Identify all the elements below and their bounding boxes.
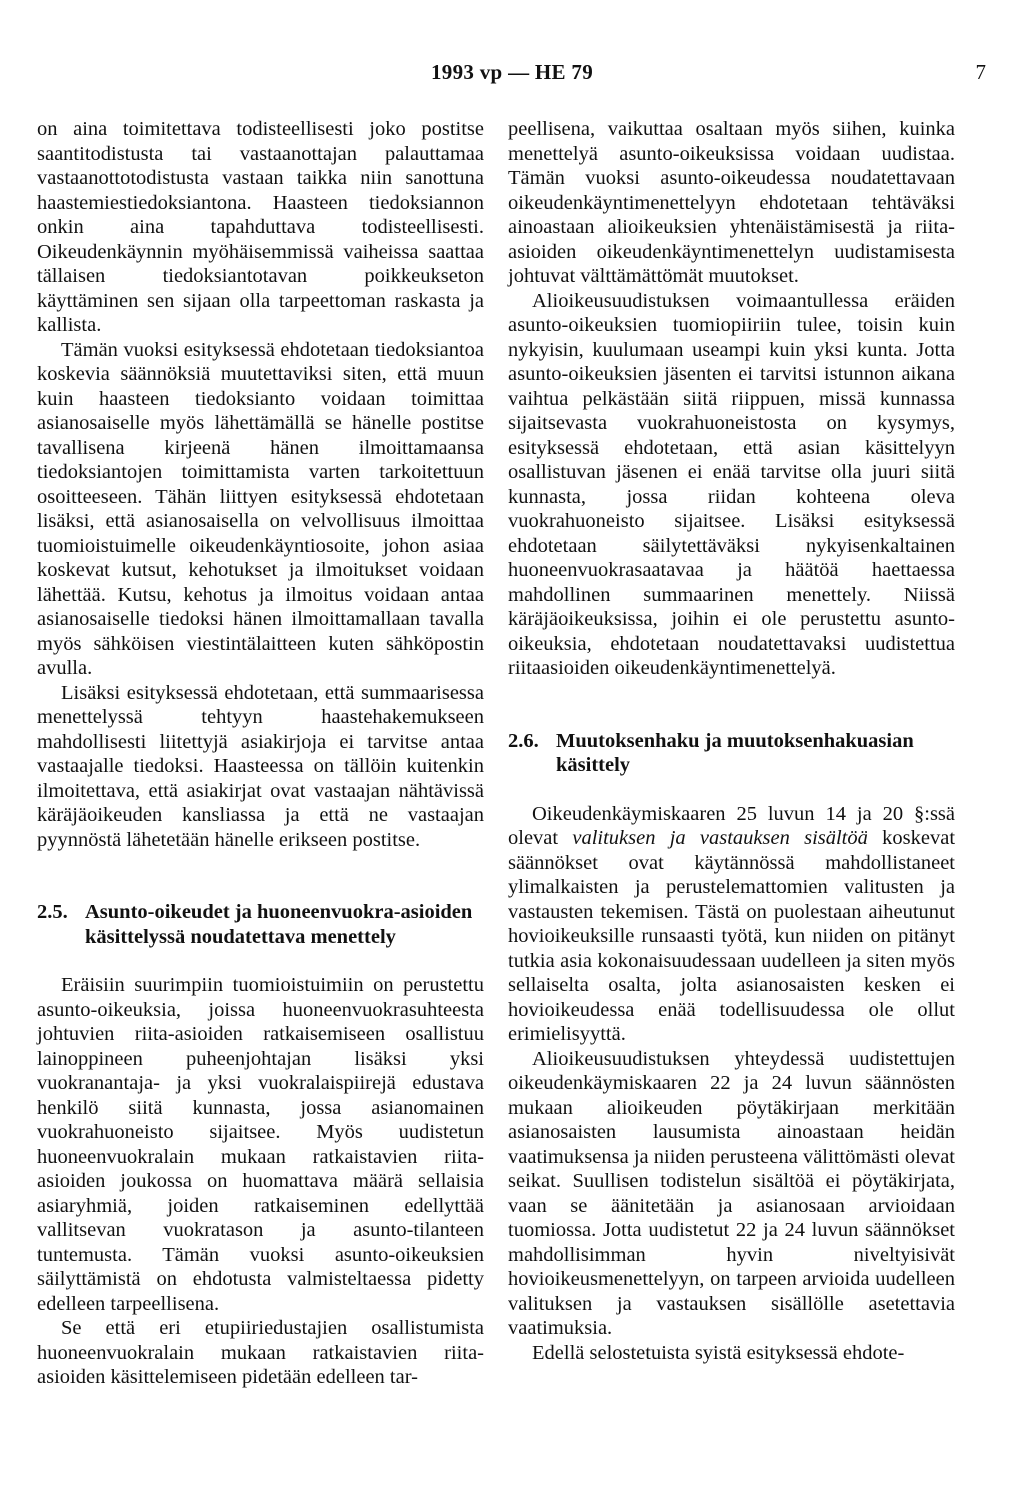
- paragraph: on aina toimitettava todisteellisesti joko postitse saantitodistusta tai vastaanottajan palauttamaa vastaanottotodistusta vastaan taikka niin sanottuna haastemiestiedoksiantona. Haasteen tiedoksiannon onkin aina tapahduttava todisteellisesti. Oikeudenkäynnin myöhäisemmissä vaiheissa saattaa tällaisen tiedoksiantotavan poikkeukseton käyttäminen sen sijaan olla tarpeettoman raskasta ja kallista.: [37, 118, 484, 336]
- left-column: [37, 117, 484, 1390]
- section-number: 2.5.: [37, 901, 68, 923]
- paragraph: peellisena, vaikuttaa osaltaan myös siihen, kuinka menettelyä asunto-oikeuksissa voidaan uudistaa. Tämän vuoksi asunto-oikeudessa noudatettavaan oikeudenkäyntimenettelyyn ehdotetaan tehtäväksi ainoastaan alioikeuksien yhtenäistämisestä ja riita-asioiden oikeudenkäyntimenettelyn uudistamisesta johtuvat välttämättömät muutokset.: [508, 118, 955, 287]
- paragraph: Tämän vuoksi esityksessä ehdotetaan tiedoksiantoa koskevia säännöksiä muutettaviksi siten, että muun kuin haasteen tiedoksianto voidaan toimittaa asianosaiselle myös lähettämällä se hänelle postitse tavallisena kirjeenä hänen ilmoittamaansa tiedoksiantojen toimittamista varten tarkoitettuun osoitteeseen. Tähän liittyen esityksessä ehdotetaan lisäksi, että asianosaisella on velvollisuus ilmoittaa tuomioistuimelle oikeudenkäyntiosoite, johon asiaa koskevat kutsut, kehotukset ja ilmoitukset voidaan lähettää. Kutsu, kehotus ja ilmoitus voidaan antaa asianosaiselle tiedoksi hänen ilmoittamallaan tavalla myös sähköisen viestintälaitteen kuten sähköpostin avulla.: [37, 338, 484, 679]
- section-title: Muutoksenhaku ja muutoksenhakuasian käsittely: [556, 729, 914, 776]
- text-run: koskevat säännökset ovat käytännössä mahdollistaneet ylimalkaisten ja perustelemattomien valitusten ja vastausten tekemisen. Tästä on puolestaan aiheutunut hovioikeuksille runsaasti työtä, kun niiden on pitänyt tutkia asia kokonaisuudessaan uudelleen ja siten myös sellaiselta osalta, jolta asianosaisten kesken ei hovioikeudessa enää todellisuudessa ole ollut erimielisyyttä.: [508, 827, 956, 1045]
- right-column: [508, 117, 955, 1365]
- paragraph: Se että eri etupiiriedustajien osallistumista huoneenvuokralain mukaan ratkaistavien riita-asioiden käsittelemiseen pidetään edelleen tar-: [37, 1317, 484, 1388]
- section-heading-2-6: [508, 729, 955, 778]
- spacer: [37, 949, 484, 973]
- section-heading-2-5: [37, 900, 484, 949]
- section-title: Asunto-oikeudet ja huoneenvuokra-asioiden käsittelyssä noudatettava menettely: [85, 901, 473, 948]
- spacer: [508, 778, 955, 802]
- page-number: 7: [975, 60, 986, 84]
- paragraph: Eräisiin suurimpiin tuomioistuimiin on perustettu asunto-oikeuksia, joissa huoneenvuokrasuhteesta johtuvien riita-asioiden ratkaisemiseen osallistuu lainoppineen puheenjohtajan lisäksi yksi vuokranantaja- ja yksi vuokralaispiirejä edustava henkilö siitä kunnasta, jossa asianomainen vuokrahuoneisto sijaitsee. Myös uudistetun huoneenvuokralain mukaan ratkaistavien riita-asioiden joukossa on huomattava määrä sellaisia asiaryhmiä, joiden ratkaiseminen edellyttää vallitsevan vuokratason ja asunto-tilanteen tuntemusta. Tämän vuoksi asunto-oikeuksien säilyttämistä on ehdotusta valmisteltaessa pidetty edelleen tarpeellisena.: [37, 974, 484, 1315]
- text-run: Oikeudenkäymiskaaren 25 luvun 14 ja 20 §:ssä olevat: [508, 802, 955, 849]
- paragraph: Lisäksi esityksessä ehdotetaan, että summaarisessa menettelyssä tehtyyn haastehakemukseen mahdollisesti liitettyjä asiakirjoja ei tarvitse antaa vastaajalle tiedoksi. Haasteessa on tällöin kuitenkin ilmoitettava, että asiakirjat ovat vastaajan nähtävissä käräjäoikeuden kansliassa ja että ne vastaajan pyynnöstä lähetetään hänelle erikseen postitse.: [37, 681, 484, 851]
- page-header: [0, 60, 1024, 90]
- document-title: 1993 vp — HE 79: [430, 60, 594, 84]
- spacer: [508, 681, 955, 729]
- italic-phrase: valituksen ja vastauksen sisältöä: [572, 827, 868, 849]
- spacer: [37, 852, 484, 900]
- paragraph: [508, 802, 955, 1047]
- paragraph: Edellä selostetuista syistä esityksessä ehdote-: [532, 1341, 905, 1364]
- paragraph: Alioikeusuudistuksen voimaantullessa eräiden asunto-oikeuksien tuomiopiiriin tulee, toisin kuin nykyisin, kuulumaan useampi kuin yksi kunta. Jotta asunto-oikeuksien jäsenten ei tarvitsi istunnon aikana vaihtua pelkästään siitä riippuen, missä kunnassa sijaitsevasta vuokrahuoneistosta on kysymys, esityksessä ehdotetaan, että asian käsittelyyn osallistuvan jäsenen ei enää tarvitse olla juuri siitä kunnasta, jossa riidan kohteena oleva vuokrahuoneisto sijaitsee. Lisäksi esityksessä ehdotetaan säilytettäväksi nykyisenkaltainen huoneenvuokrasaatavaa ja häätöä haettaessa mahdollinen summaarinen menettely. Niissä käräjäoikeuksissa, joihin ei ole perustettu asunto-oikeuksia, ehdotetaan noudatettavaksi uudistettua riitaasioiden oikeudenkäyntimenettelyä.: [508, 289, 955, 679]
- paragraph: Alioikeusuudistuksen yhteydessä uudistettujen oikeudenkäymiskaaren 22 ja 24 luvun säännösten mukaan alioikeuden pöytäkirjaan merkitään asianosaisten lausumista ainoastaan heidän vaatimuksensa ja niiden perusteena välittömästi olevat seikat. Suullisen todistelun sisältöä ei pöytäkirjata, vaan se äänitetään ja asianosaan arvioidaan tuomiossa. Jotta uudistetut 22 ja 24 luvun säännökset mahdollisimman hyvin niveltyisivät hovioikeusmenettelyyn, on tarpeen arvioida uudelleen valituksen ja vastauksen sisällölle asetettavia vaatimuksia.: [508, 1047, 955, 1339]
- section-number: 2.6.: [508, 729, 539, 752]
